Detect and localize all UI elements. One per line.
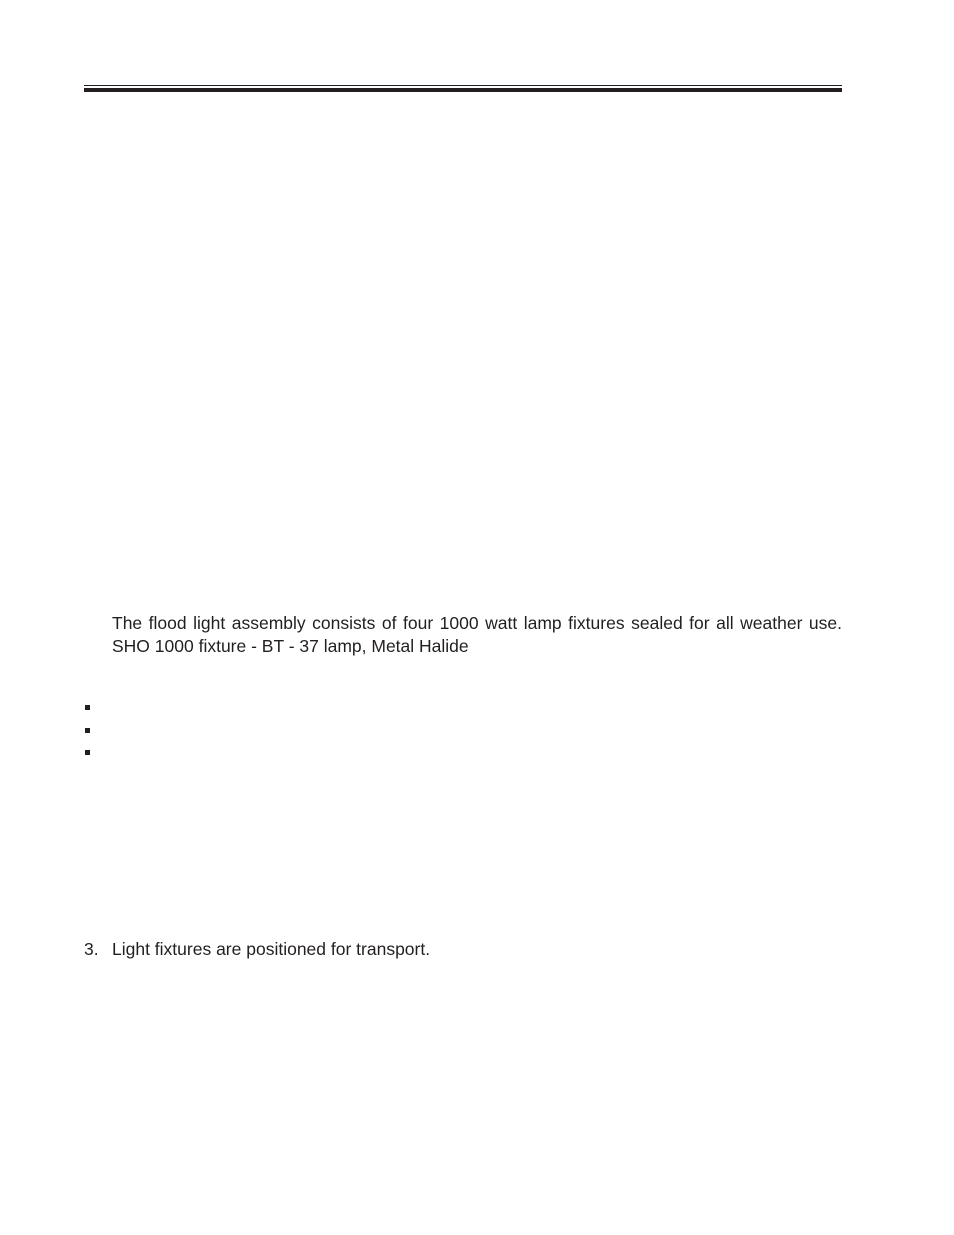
header-rule-thick (84, 88, 842, 92)
bullet-marker (85, 728, 90, 733)
header-rule-thin (84, 85, 842, 86)
step-item (84, 938, 430, 961)
intro-paragraph: The flood light assembly consists of four 1000 watt lamp fixtures sealed for all weather use. SHO 1000 fixture - BT - 37 lamp, Metal Halide (112, 613, 842, 656)
step-number: 3. (84, 939, 99, 959)
bullet-marker (85, 705, 90, 710)
bullet-marker (85, 750, 90, 755)
step-text: Light fixtures are positioned for transport. (112, 939, 431, 959)
